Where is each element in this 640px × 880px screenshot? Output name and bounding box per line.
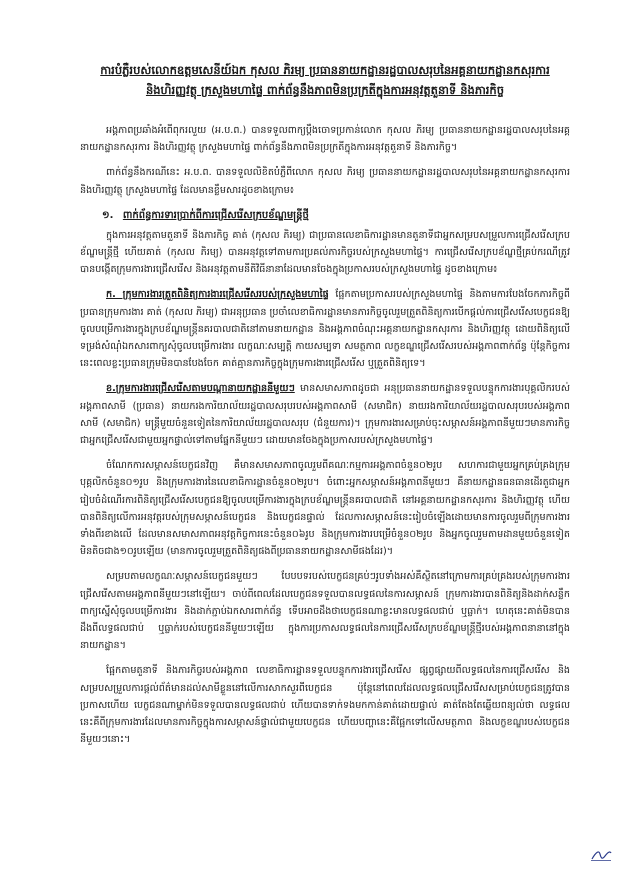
intro-paragraph-2: ពាក់ព័ន្ធនឹងករណីនេះ អ.ប.ព. បានទទួលលិខិតបំភ្លឺពីលោក កុសល ភិរម្យ ប្រធាននាយកដ្ឋានរដ្ឋបាលសរុបនៃអគ្គនាយកដ្ឋានកសុរការ និងហិរញ្ញវត្ថុ ក្រសួងមហាផ្ទៃ ដែលមានខ្លឹមសារដូចខាងក្រោម៖ — [80, 167, 570, 196]
intro-paragraph-1: អង្គភាពប្រឆាំងអំពើពុករលួយ (អ.ប.ព.) បានទទួលពាក្យប្តឹងចោទប្រកាន់លោក កុសល ភិរម្យ ប្រធាននាយកដ្ឋានរដ្ឋបាលសរុបនៃអគ្គនាយកដ្ឋានកសុរការ និងហិរញ្ញវត្ថុ ក្រសួងមហាផ្ទៃ ពាក់ព័ន្ធនឹងភាពមិនប្រក្រតីក្នុងការអនុវត្តតួនាទី និងភារកិច្ច។ — [80, 125, 570, 154]
sub-a-text: ផ្អែកតាមប្រកាសរបស់ក្រសួងមហាផ្ទៃ និងតាមការបែងចែកភារកិច្ចពីប្រធានក្រុមការងារ គាត់ (កុសល ភិរម្យ) ជាអនុប្រធាន ប្រចាំលេខាធិការដ្ឋានមានភារកិច្ចចូលរួមត្រួតពិនិត្យការបើកផ្តល់ការជ្រើសរើសបេក្ខជនឱ្យចូលបម្រើការងារក្នុងក្របខ័ណ្ឌមន្ត្រីនគរបាលជាតិនៅតាមនាយកដ្ឋាន និងអង្គភាពចំណុះអគ្គនាយកដ្ឋានកសុរការ និងហិរញ្ញវត្ថុ ដោយពិនិត្យលើទម្រង់សំណុំឯកសារពាក្យសុំចូលបម្រើការងារ លក្ខណៈសម្បត្តិ កាយសម្បទា សមត្ថភាព លក្ខខណ្ឌជ្រើសរើសរបស់អង្គភាពពាក់ព័ន្ធ ប៉ុន្តែកិច្ចការនេះពេលខ្លះប្រធានក្រុមមិនបានបែងចែក គាត់គ្មានភារកិច្ចក្នុងក្រុមការងារជ្រើសរើស ឬត្រួតពិនិត្យទេ។ — [80, 289, 570, 370]
sub-b-paragraph — [80, 380, 570, 449]
section-1-paragraph: ក្នុងការអនុវត្តតាមតួនាទី និងភារកិច្ច គាត់ (កុសល ភិរម្យ) ជាប្រធានលេខាធិការដ្ឋានមានតួនាទីជាអ្នកសម្របសម្រួលការជ្រើសរើសក្របខ័ណ្ឌមន្ត្រីថ្មី ហើយគាត់ (កុសល ភិរម្យ) បានអនុវត្តទៅតាមការប្រគល់ភារកិច្ចរបស់ក្រសួងមហាផ្ទៃ។ ការជ្រើសរើសក្របខ័ណ្ឌថ្មីគ្រប់ករណីត្រូវបានបង្កើតក្រុមការងារជ្រើសរើស និងអនុវត្តតាមនីតិវិធីនានាដែលមានចែងក្នុងប្រកាសរបស់ក្រសួងមហាផ្ទៃ ដូចខាងក្រោម៖ — [80, 229, 570, 276]
section-1-title: ពាក់ព័ន្ធការទារប្រាក់ពីការជ្រើសរើសក្របខ័ណ្ឌមន្ត្រីថ្មី — [122, 209, 309, 221]
paragraph-2: ចំណែកការសម្ភាសន៍បេក្ខជនវិញ គឺមានសមាសភាពចូលរួមពីគណៈកម្មការអង្គភាពចំនួន០២រូប សហការជាមួយអ្នកគ្រប់គ្រងក្រុមបុគ្គលិកចំនួន០១រូប និងក្រុមការងារនៃលេខាធិការដ្ឋានចំនួន០២រូប។ ចំពោះអ្នកសម្ភាសន៍អង្គភាពនីមួយៗ គឺនាយកដ្ឋានធនធានដើរតួជាអ្នករៀបចំដំណើរការពិនិត្យជ្រើសរើសបេក្ខជនឱ្យចូលបម្រើការងារក្នុងក្របខ័ណ្ឌមន្ត្រីនគរបាលជាតិ នៅអគ្គនាយកដ្ឋានកសុរការ និងហិរញ្ញវត្ថុ ហើយបានពិនិត្យលើការអនុវត្តរបស់ក្រុមសម្ភាសន៍បេក្ខជន និងបេក្ខជនផ្ទាល់ ដែលការសម្ភាសន៍នេះរៀបចំឡើងដោយមានការចូលរួមពីក្រុមការងារទាំងពីរខាងលើ ដែលមានសមាសភាពអនុវត្តកិច្ចការនេះចំនួន០៦រូប និងក្រុមការងារបម្រើចំនួន០២រូប និងអ្នកចូលរួមតាមដានមួយចំនួនទៀតមិនតិចជាង១០រូបឡើយ (មានការចូលរួមត្រួតពិនិត្យផងពីប្រធាននាយកដ្ឋានសាមីផងដែរ)។ — [80, 460, 570, 558]
paragraph-3: សម្របតាមលក្ខណៈសម្ភាសន៍បេក្ខជនមួយៗ បែបបទរបស់បេក្ខជនគ្រប់ៗរូបទាំងអស់គឺស្ថិតនៅក្រោមការគ្រប់គ្រងរបស់ក្រុមការងារជ្រើសរើសតាមអង្គភាពនីមួយៗនៅឡើយ។ ចាប់ពីពេលដែលបេក្ខជនទទួលបានលទ្ធផលនៃការសម្ភាសន៍ ក្រុមការងារបានពិនិត្យនិងដាក់សន្លឹកពាក្យស្នើសុំចូលបម្រើការងារ និងដាក់ភ្ជាប់ឯកសារពាក់ព័ន្ធ ទើបអាចដឹងថាបេក្ខជនណាខ្លះមានលទ្ធផលជាប់ ឬធ្លាក់។ ហេតុនេះគាត់មិនបានដឹងពីលទ្ធផលជាប់ ឬធ្លាក់របស់បេក្ខជននីមួយៗឡើយ ក្នុងការប្រកាសលទ្ធផលនៃការជ្រើសរើសក្របខ័ណ្ឌមន្ត្រីថ្មីរបស់អង្គភាពនានានៅក្នុងនាយកដ្ឋាន។ — [80, 571, 570, 652]
section-1-number: ១. — [102, 209, 114, 221]
document-title: ការបំភ្លឺរបស់លោកឧត្តមសេនីយ៍ឯក កុសល ភិរម្យ ប្រធាននាយកដ្ឋានរដ្ឋបាលសរុបនៃអគ្គនាយកដ្ឋានកសុរការ និងហិរញ្ញវត្ថុ ក្រសួងមហាផ្ទៃ ពាក់ព័ន្ធនឹងភាពមិនប្រក្រតីក្នុងការអនុវត្តតួនាទី និងភារកិច្ច — [100, 63, 550, 97]
signature-initial-icon — [590, 848, 612, 862]
sub-a-label: ក. ក្រុមការងារត្រួតពិនិត្យការងារជ្រើសរើសរបស់ក្រសួងមហាផ្ទៃ — [106, 289, 329, 301]
paragraph-4: ផ្អែកតាមតួនាទី និងភារកិច្ចរបស់អង្គភាព លេខាធិការដ្ឋានទទួលបន្ទុកការងារជ្រើសរើស ផ្សព្វផ្សាយពីលទ្ធផលនៃការជ្រើសរើស និងសម្របសម្រួលការផ្តល់ព័ត៌មានដល់សាមីខ្លួននៅលើការសាកសួរពីបេក្ខជន ប៉ុន្តែនៅពេលដែលលទ្ធផលជ្រើសរើសសម្រាប់បេក្ខជនត្រូវបានប្រកាសហើយ បេក្ខជនណាម្នាក់មិនទទួលបានលទ្ធផលជាប់ ហើយបានទាក់ទងមកកាន់គាត់ដោយផ្ទាល់ គាត់តែងតែឆ្លើយពន្យល់ថា លទ្ធផលនេះគឺពីក្រុមការងារដែលមានភារកិច្ចក្នុងការសម្ភាសន៍ផ្ទាល់ជាមួយបេក្ខជន ហើយបញ្ហានេះគឺផ្អែកទៅលើសមត្ថភាព និងលក្ខខណ្ឌរបស់បេក្ខជននីមួយៗនោះ។ — [80, 665, 570, 746]
sub-a-paragraph — [80, 286, 570, 372]
section-1-heading — [102, 207, 570, 225]
sub-b-label: ខ.ក្រុមការងារជ្រើសរើសតាមបណ្តានាយកដ្ឋាននីមួយៗ — [106, 383, 295, 395]
sub-b-text: មានសមាសភាពដូចជា អនុប្រធាននាយកដ្ឋានទទួលបន្ទុកការងារបុគ្គលិករបស់អង្គភាពសាមី (ប្រធាន) នាយករងការិយាល័យរដ្ឋបាលសរុបរបស់អង្គភាពសាមី (សមាជិក) នាយរងការិយាល័យរដ្ឋបាលសរុបរបស់អង្គភាពសាមី (សមាជិក) មន្ត្រីមួយចំនួនទៀតនៃការិយាល័យរដ្ឋបាលសរុប (ជំនួយការ)។ ក្រុមការងារសម្រាប់ចុះសម្ភាសន៍អង្គភាពនីមួយៗមានភារកិច្ចជាអ្នកជ្រើសរើសជាមួយអ្នកផ្ទាល់ទៅតាមផ្នែកនីមួយៗ ដោយមានចែងក្នុងប្រកាសរបស់ក្រសួងមហាផ្ទៃ។ — [80, 383, 570, 447]
